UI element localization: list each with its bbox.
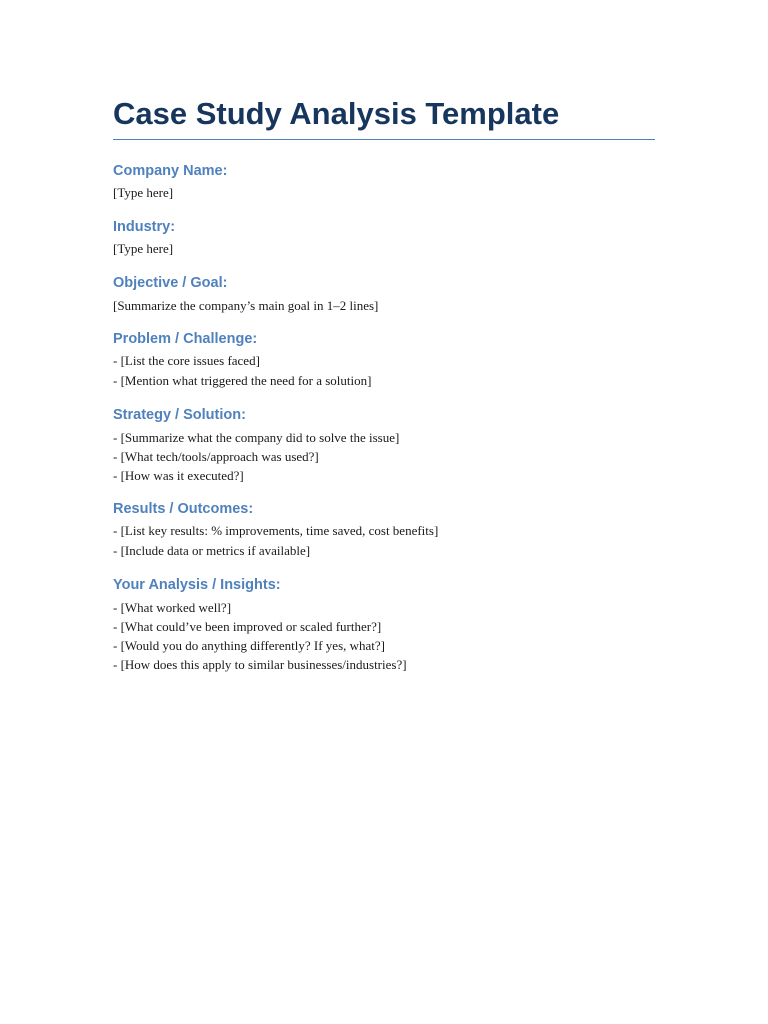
section-line: - [How does this apply to similar businesses/industries?] [113, 657, 407, 672]
section-line: - [What worked well?] [113, 600, 232, 615]
section-results-outcomes [113, 499, 655, 560]
section-heading: Industry: [113, 219, 176, 235]
section-line: - [List key results: % improvements, time saved, cost benefits] [113, 523, 439, 538]
section-heading: Company Name: [113, 163, 228, 179]
section-line: - [Mention what triggered the need for a solution] [113, 373, 372, 388]
section-line: - [List the core issues faced] [113, 353, 260, 368]
section-heading: Problem / Challenge: [113, 331, 258, 347]
section-company-name [113, 161, 655, 202]
section-strategy-solution [113, 405, 655, 485]
section-objective-goal [113, 273, 655, 315]
section-line: [Type here] [113, 241, 174, 256]
section-line: [Type here] [113, 185, 174, 200]
section-line: - [What tech/tools/approach was used?] [113, 449, 319, 464]
document-page [113, 95, 655, 674]
document-title: Case Study Analysis Template [113, 95, 655, 140]
section-heading: Your Analysis / Insights: [113, 577, 281, 593]
section-heading: Strategy / Solution: [113, 407, 246, 423]
section-line: - [Include data or metrics if available] [113, 543, 311, 558]
section-line: [Summarize the company’s main goal in 1–2 lines] [113, 298, 379, 313]
section-line: - [How was it executed?] [113, 468, 244, 483]
section-line: - [Summarize what the company did to solve the issue] [113, 430, 400, 445]
section-industry [113, 217, 655, 258]
section-line: - [What could’ve been improved or scaled further?] [113, 619, 382, 634]
section-problem-challenge [113, 329, 655, 390]
section-line: - [Would you do anything differently? If yes, what?] [113, 638, 385, 653]
section-heading: Objective / Goal: [113, 275, 228, 291]
section-heading: Results / Outcomes: [113, 501, 254, 517]
section-analysis-insights [113, 575, 655, 674]
